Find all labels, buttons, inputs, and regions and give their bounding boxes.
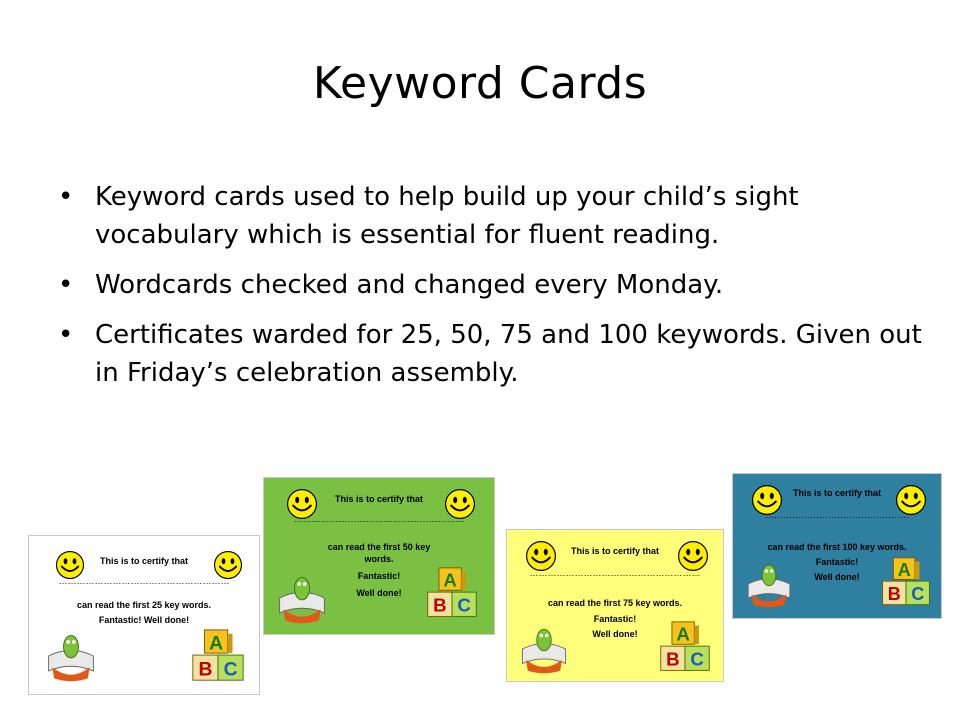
bullet-list <box>58 178 938 404</box>
abc-blocks-icon <box>424 566 480 622</box>
achievement-text: can read the first 50 key <box>327 542 431 552</box>
abc-blocks-icon <box>879 556 933 610</box>
praise-text: Fantastic! Well done! <box>98 615 190 625</box>
bullet-dot-icon: • <box>58 320 74 350</box>
praise-text: Well done! <box>592 629 638 639</box>
read-book-icon <box>274 570 330 626</box>
bullet-text: Wordcards checked and changed every Monday. <box>95 270 724 300</box>
praise-text: Well done! <box>814 572 860 582</box>
certificate-25-words <box>28 535 260 695</box>
slide-title: Keyword Cards <box>312 58 648 109</box>
abc-blocks-icon <box>189 628 247 686</box>
achievement-text: can read the first 25 key words. <box>76 600 212 610</box>
praise-text: Fantastic! <box>357 571 401 581</box>
certify-text: This is to certify that <box>570 546 659 556</box>
read-book-icon <box>743 558 795 610</box>
name-line: ………………………………………………… <box>58 576 230 586</box>
name-line: ………………………………………… <box>765 510 909 520</box>
certify-text: This is to certify that <box>334 494 423 504</box>
achievement-text: can read the first 100 key words. <box>767 542 907 552</box>
bullet-item <box>58 316 938 392</box>
name-line: ………………………………………………… <box>529 568 701 578</box>
read-book-icon <box>43 628 99 684</box>
bullet-text: Certificates warded for 25, 50, 75 and 100 keywords. Given out in Friday’s celebration assembly. <box>95 320 922 388</box>
read-book-icon <box>517 622 571 676</box>
certificate-75-words <box>506 529 724 682</box>
praise-text: Fantastic! <box>815 557 859 567</box>
bullet-item <box>58 266 938 304</box>
certificate-100-words <box>732 473 942 619</box>
certify-text: This is to certify that <box>99 556 188 566</box>
praise-text: Well done! <box>356 588 402 598</box>
bullet-item <box>58 178 938 254</box>
abc-blocks-icon <box>657 620 713 676</box>
achievement-text: can read the first 75 key words. <box>547 598 683 608</box>
achievement-text: words. <box>364 554 394 564</box>
praise-text: Fantastic! <box>593 614 637 624</box>
bullet-dot-icon: • <box>58 270 74 300</box>
certificate-50-words <box>263 477 495 635</box>
bullet-dot-icon: • <box>58 182 74 212</box>
bullet-text: Keyword cards used to help build up your child’s sight vocabulary which is essential for fluent reading. <box>95 182 799 250</box>
certify-text: This is to certify that <box>792 488 881 498</box>
name-line: ………………………………………………… <box>293 514 465 524</box>
